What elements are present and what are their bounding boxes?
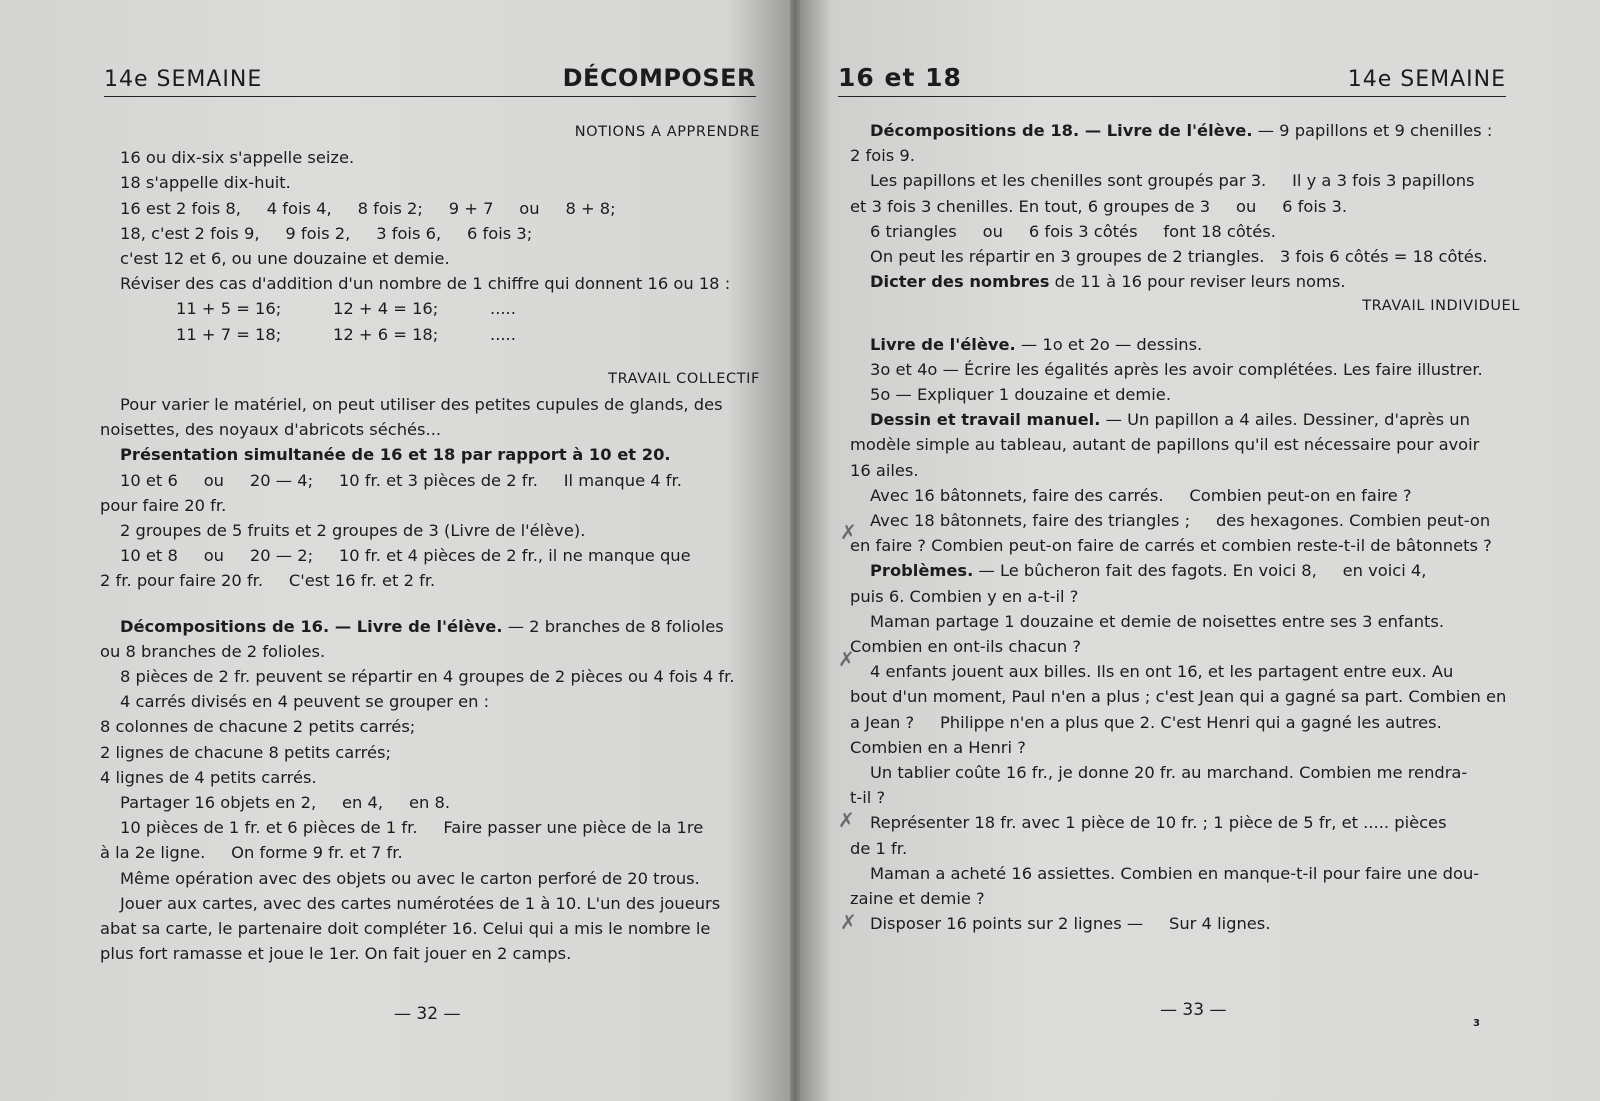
decomp16-line: à la 2e ligne. On forme 9 fr. et 7 fr.	[100, 843, 403, 863]
probleme-line: 4 enfants jouent aux billes. Ils en ont 16, et les partagent entre eux. Au	[870, 662, 1454, 682]
collectif-line: Pour varier le matériel, on peut utiliser des petites cupules de glands, des	[120, 395, 723, 415]
probleme-line: bout d'un moment, Paul n'en a plus ; c'est Jean qui a gagné sa part. Combien en	[850, 687, 1507, 707]
individuel-label: TRAVAIL INDIVIDUEL	[1362, 298, 1520, 315]
week-label: 14e SEMAINE	[104, 67, 263, 92]
decomp18-heading: Décompositions de 18. — Livre de l'élève.	[870, 121, 1253, 140]
decomp18-line: — 9 papillons et 9 chenilles :	[1252, 121, 1493, 140]
signature-mark: 3	[1473, 1018, 1480, 1029]
probleme-line: Un tablier coûte 16 fr., je donne 20 fr. au marchand. Combien me rendra-	[870, 763, 1468, 783]
decomp16-line: 8 pièces de 2 fr. peuvent se répartir en 4 groupes de 2 pièces ou 4 fois 4 fr.	[120, 667, 735, 687]
notions-label: NOTIONS A APPRENDRE	[574, 124, 760, 140]
right-running-header	[838, 58, 1506, 97]
probleme-line: — Le bûcheron fait des fagots. En voici 8, en voici 4,	[973, 561, 1427, 581]
left-page-text	[100, 120, 760, 967]
livre-line: 5o — Expliquer 1 douzaine et demie.	[870, 385, 1172, 405]
probleme-line: Combien en ont-ils chacun ?	[850, 637, 1081, 657]
livre-line: — 1o et 2o — dessins.	[1015, 334, 1203, 354]
collectif-line: noisettes, des noyaux d'abricots séchés...	[100, 420, 442, 440]
probleme-line: Maman a acheté 16 assiettes. Combien en manque-t-il pour faire une dou-	[870, 863, 1480, 883]
decomp16-line: 4 carrés divisés en 4 peuvent se grouper en :	[120, 692, 490, 712]
probleme-line: de 1 fr.	[850, 838, 908, 858]
decomp16-line: 4 lignes de 4 petits carrés.	[100, 767, 317, 787]
livre-line: 3o et 4o — Écrire les égalités après les avoir complétées. Les faire illustrer.	[870, 359, 1483, 379]
addition-line: 11 + 7 = 18; 12 + 6 = 18; .....	[176, 324, 516, 344]
page-number-32: — 32 —	[394, 1004, 461, 1024]
presentation-line: 10 et 8 ou 20 — 2; 10 fr. et 4 pièces de 2 fr., il ne manque que	[120, 546, 691, 566]
pencil-cross-mark: ✗	[838, 808, 855, 832]
decomp16-line: 8 colonnes de chacune 2 petits carrés;	[100, 717, 416, 737]
presentation-heading: Présentation simultanée de 16 et 18 par rapport à 10 et 20.	[120, 445, 671, 465]
probleme-line: zaine et demie ?	[850, 889, 985, 909]
dessin-heading: Dessin et travail manuel.	[870, 410, 1101, 430]
presentation-line: 10 et 6 ou 20 — 4; 10 fr. et 3 pièces de 2 fr. Il manque 4 fr.	[120, 470, 682, 490]
decomp18-line: Les papillons et les chenilles sont groupés par 3. Il y a 3 fois 3 papillons	[870, 171, 1475, 191]
decomp16-line: ou 8 branches de 2 folioles.	[100, 641, 326, 661]
notion-line: 16 ou dix-six s'appelle seize.	[120, 148, 355, 168]
probleme-line: Combien en a Henri ?	[850, 737, 1026, 757]
notion-line: 18 s'appelle dix-huit.	[120, 173, 291, 193]
decomp18-line: 6 triangles ou 6 fois 3 côtés font 18 côtés.	[870, 221, 1276, 241]
decomp16-line: 2 lignes de chacune 8 petits carrés;	[100, 742, 391, 762]
dicter-heading: Dicter des nombres	[870, 272, 1050, 292]
pencil-cross-mark: ✗	[840, 910, 857, 934]
decomp18-line: 2 fois 9.	[850, 146, 915, 166]
presentation-line: pour faire 20 fr.	[100, 495, 227, 515]
probleme-line: a Jean ? Philippe n'en a plus que 2. C'est Henri qui a gagné les autres.	[850, 712, 1442, 732]
presentation-line: 2 groupes de 5 fruits et 2 groupes de 3 (Livre de l'élève).	[120, 521, 586, 541]
decomp16-line: Jouer aux cartes, avec des cartes numérotées de 1 à 10. L'un des joueurs	[120, 893, 721, 913]
pencil-cross-mark: ✗	[838, 647, 855, 671]
decomp16-line: abat sa carte, le partenaire doit compléter 16. Celui qui a mis le nombre le	[100, 919, 711, 939]
notion-line: 18, c'est 2 fois 9, 9 fois 2, 3 fois 6, 6 fois 3;	[120, 223, 533, 243]
notion-line: 16 est 2 fois 8, 4 fois 4, 8 fois 2; 9 + 7 ou 8 + 8;	[120, 198, 616, 218]
decomp18-line: On peut les répartir en 3 groupes de 2 triangles. 3 fois 6 côtés = 18 côtés.	[870, 247, 1488, 267]
dessin-line: en faire ? Combien peut-on faire de carrés et combien reste-t-il de bâtonnets ?	[850, 536, 1492, 556]
probleme-line: puis 6. Combien y en a-t-il ?	[850, 586, 1079, 606]
collectif-label: TRAVAIL COLLECTIF	[608, 370, 760, 387]
decomp16-line: Partager 16 objets en 2, en 4, en 8.	[120, 793, 450, 813]
right-page-text	[850, 118, 1520, 937]
dessin-line: 16 ailes.	[850, 460, 919, 480]
dicter-text: de 11 à 16 pour reviser leurs noms.	[1049, 272, 1346, 292]
decomp16-line: 10 pièces de 1 fr. et 6 pièces de 1 fr. Faire passer une pièce de la 1re	[120, 818, 704, 838]
dessin-line: Avec 16 bâtonnets, faire des carrés. Combien peut-on en faire ?	[870, 485, 1412, 505]
livre-heading: Livre de l'élève.	[870, 334, 1016, 354]
decomp16-line: Même opération avec des objets ou avec le carton perforé de 20 trous.	[120, 868, 700, 888]
page-number-33: — 33 —	[1160, 1000, 1227, 1020]
week-label: 14e SEMAINE	[1347, 67, 1506, 92]
decomp16-line: plus fort ramasse et joue le 1er. On fait jouer en 2 camps.	[100, 944, 572, 964]
decomp16-heading: Décompositions de 16. — Livre de l'élève.	[120, 616, 503, 636]
left-running-header	[104, 58, 756, 97]
notion-line: c'est 12 et 6, ou une douzaine et demie.	[120, 249, 450, 269]
chapter-title: DÉCOMPOSER	[562, 64, 756, 92]
probleme-line: t-il ?	[850, 788, 886, 808]
decomp18-line: et 3 fois 3 chenilles. En tout, 6 groupes de 3 ou 6 fois 3.	[850, 196, 1348, 216]
pencil-cross-mark: ✗	[840, 520, 857, 544]
dessin-line: Avec 18 bâtonnets, faire des triangles ; des hexagones. Combien peut-on	[870, 511, 1491, 531]
dessin-line: — Un papillon a 4 ailes. Dessiner, d'après un	[1100, 410, 1470, 430]
dessin-line: modèle simple au tableau, autant de papillons qu'il est nécessaire pour avoir	[850, 435, 1480, 455]
left-page	[0, 0, 790, 1101]
probleme-line: Disposer 16 points sur 2 lignes — Sur 4 lignes.	[870, 914, 1271, 934]
probleme-line: Représenter 18 fr. avec 1 pièce de 10 fr. ; 1 pièce de 5 fr, et ..... pièces	[870, 813, 1447, 833]
notion-line: Réviser des cas d'addition d'un nombre de 1 chiffre qui donnent 16 ou 18 :	[120, 274, 731, 294]
right-page-title: 16 et 18	[838, 63, 962, 92]
presentation-line: 2 fr. pour faire 20 fr. C'est 16 fr. et 2 fr.	[100, 571, 436, 591]
decomp16-line: — 2 branches de 8 folioles	[502, 616, 724, 636]
addition-line: 11 + 5 = 16; 12 + 4 = 16; .....	[176, 299, 516, 319]
problemes-heading: Problèmes.	[870, 561, 974, 581]
probleme-line: Maman partage 1 douzaine et demie de noisettes entre ses 3 enfants.	[870, 611, 1445, 631]
